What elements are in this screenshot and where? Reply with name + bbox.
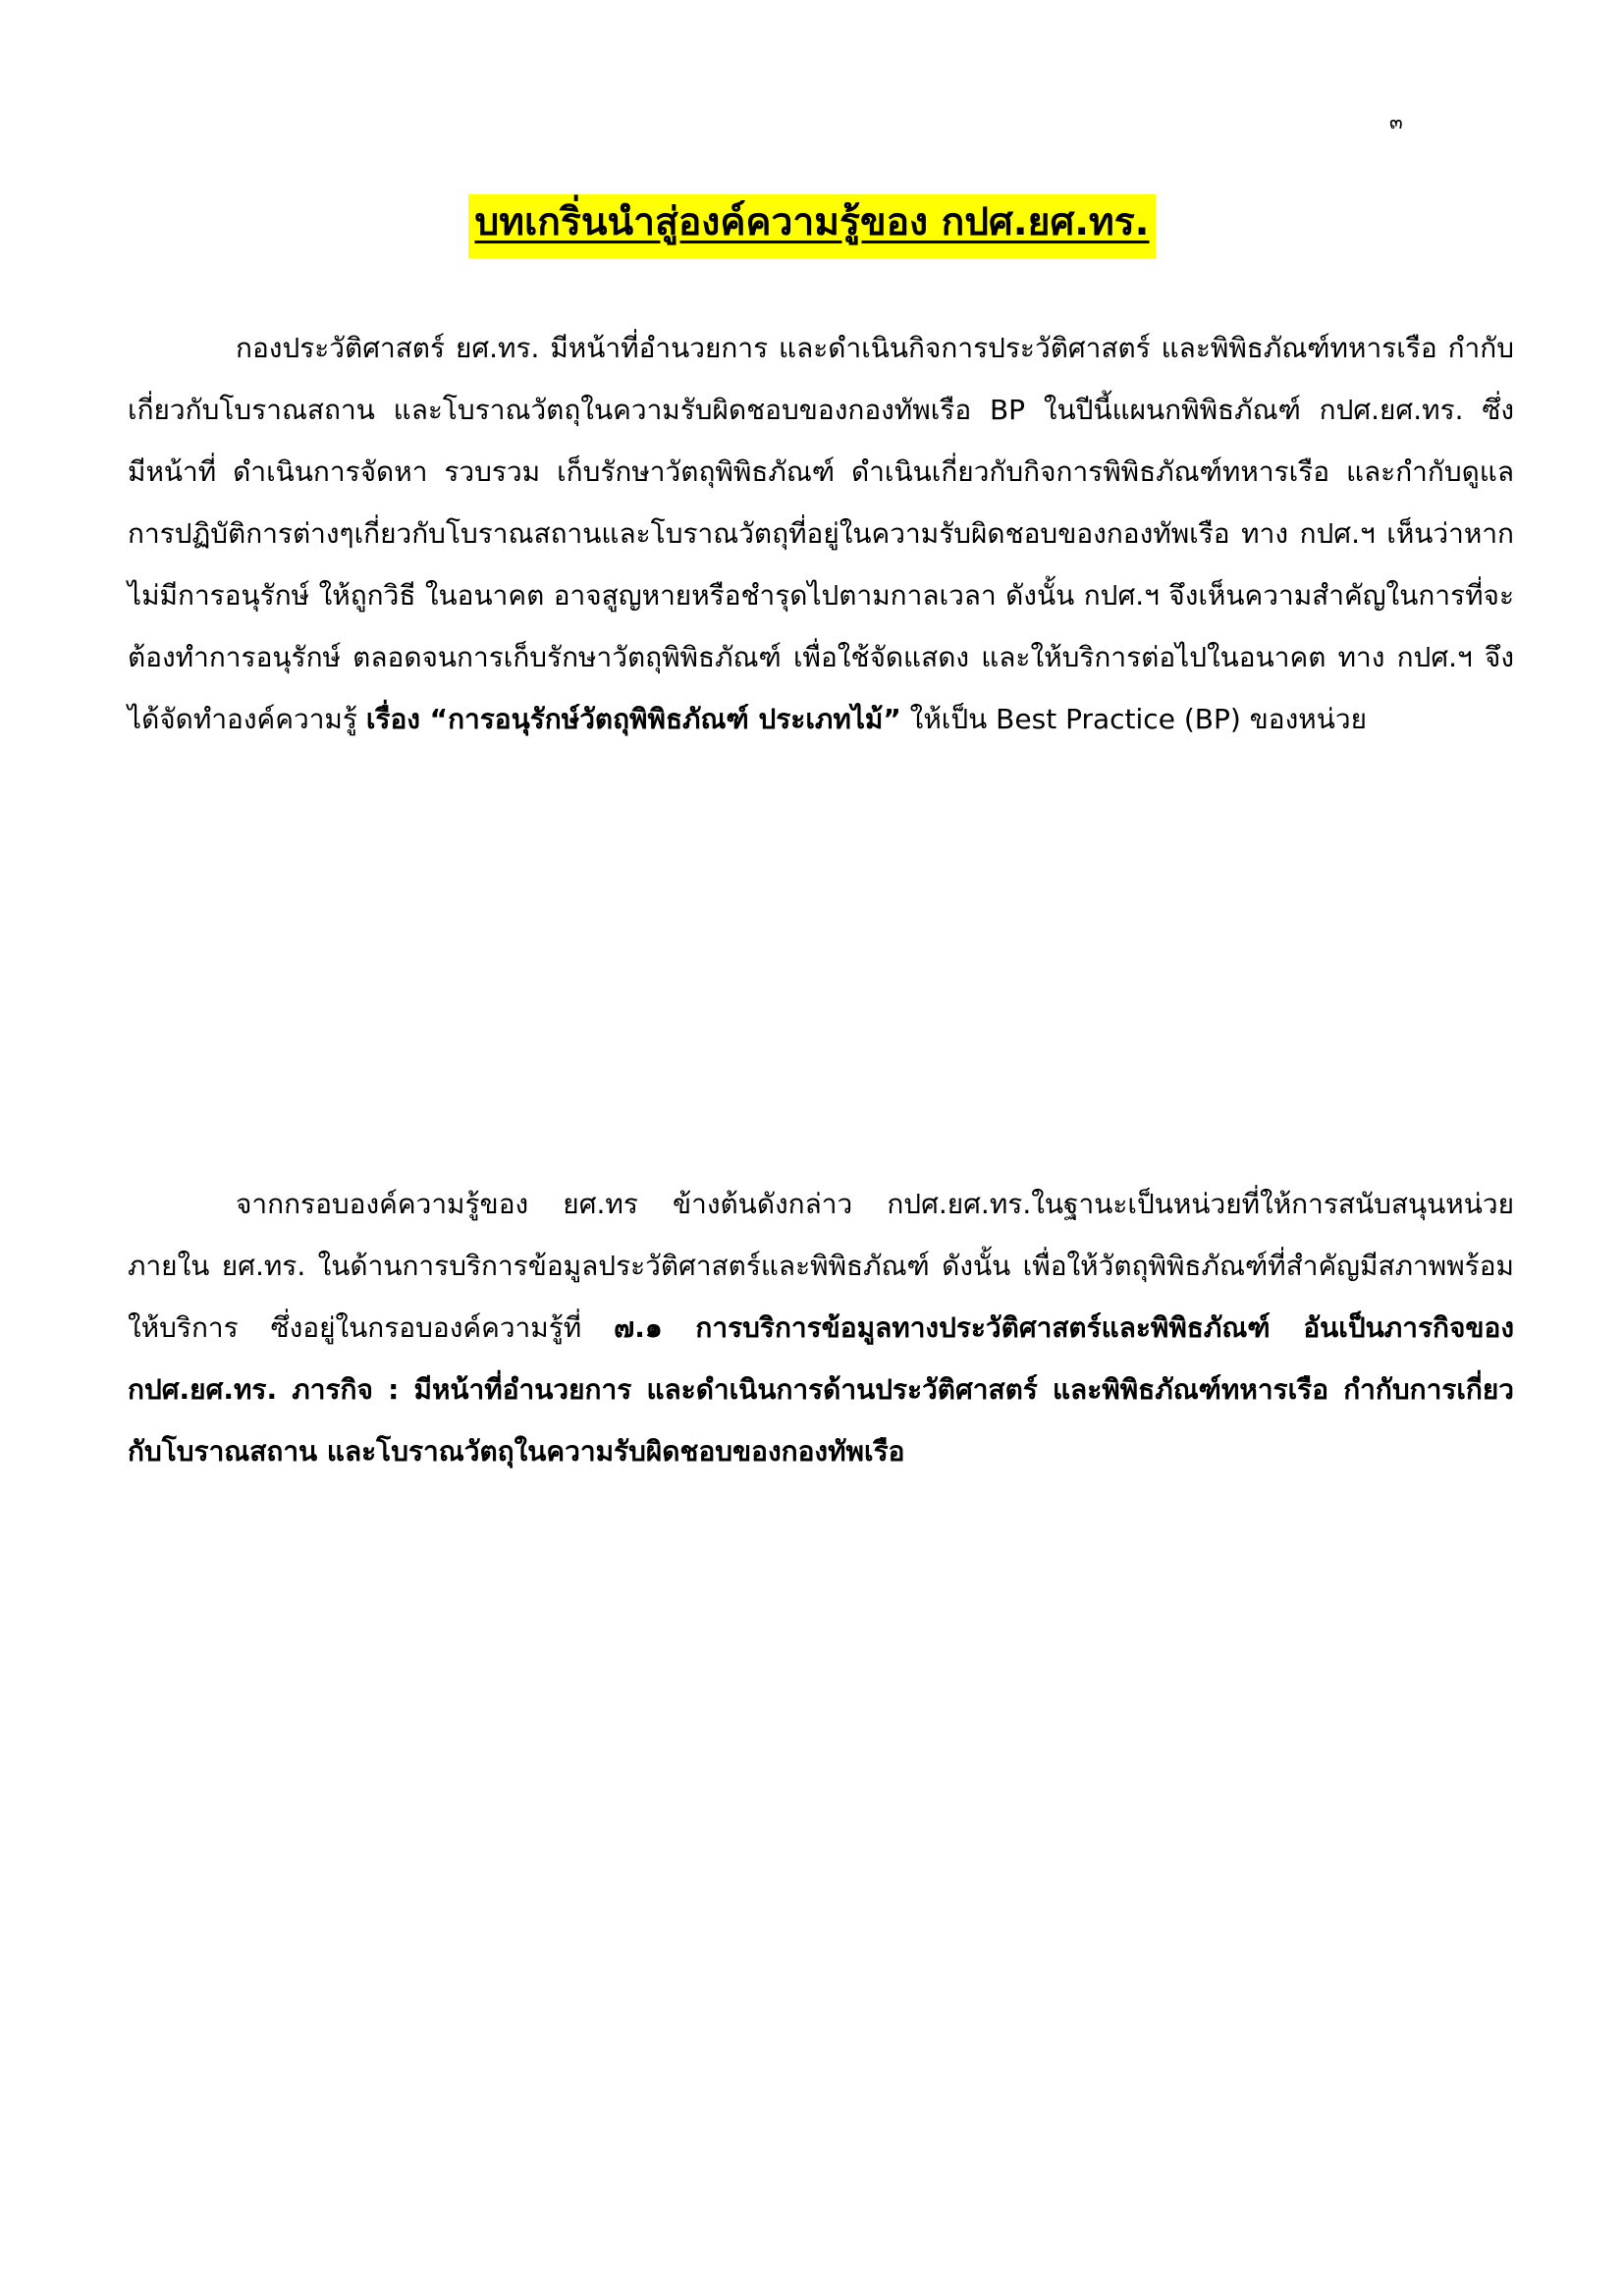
framework-paragraph-text: จากกรอบองค์ความรู้ของ ยศ.ทร ข้างต้นดังกล่าว กปศ.ยศ.ทร.ในฐานะเป็นหน่วยที่ให้การสนับสนุนหน่วยภายใน ยศ.ทร. ในด้านการบริการข้อมูลประวัติศาสตร์และพิพิธภัณฑ์ ดังนั้น เพื่อให้วัตถุพิพิธภัณฑ์ที่สำคัญมีสภาพพร้อมให้บริการ ซึ่งอยู่ในกรอบองค์ความรู้ที่ xyxy=(128,1188,1514,1344)
intro-paragraph-bold-title: เรื่อง “การอนุรักษ์วัตถุพิพิธภัณฑ์ ประเภทไม้” xyxy=(365,703,901,735)
page-number: ๓ xyxy=(1389,110,1403,133)
intro-paragraph xyxy=(128,317,1514,750)
intro-paragraph-end-text: ให้เป็น Best Practice (BP) ของหน่วย xyxy=(900,703,1368,735)
intro-paragraph-text: กองประวัติศาสตร์ ยศ.ทร. มีหน้าที่อำนวยการ และดำเนินกิจการประวัติศาสตร์ และพิพิธภัณฑ์ทหารเรือ กำกับเกี่ยวกับโบราณสถาน และโบราณวัตถุในความรับผิดชอบของกองทัพเรือ BP ในปีนี้แผนกพิพิธภัณฑ์ กปศ.ยศ.ทร. ซึ่งมีหน้าที่ ดำเนินการจัดหา รวบรวม เก็บรักษาวัตถุพิพิธภัณฑ์ ดำเนินเกี่ยวกับกิจการพิพิธภัณฑ์ทหารเรือ และกำกับดูแลการปฏิบัติการต่างๆเกี่ยวกับโบราณสถานและโบราณวัตถุที่อยู่ในความรับผิดชอบของกองทัพเรือ ทาง กปศ.ฯ เห็นว่าหากไม่มีการอนุรักษ์ ให้ถูกวิธี ในอนาคต อาจสูญหายหรือชำรุดไปตามกาลเวลา ดังนั้น กปศ.ฯ จึงเห็นความสำคัญในการที่จะต้องทำการอนุรักษ์ ตลอดจนการเก็บรักษาวัตถุพิพิธภัณฑ์ เพื่อใช้จัดแสดง และให้บริการต่อไปในอนาคต ทาง กปศ.ฯ จึงได้จัดทำองค์ความรู้ xyxy=(128,332,1514,735)
framework-paragraph xyxy=(128,1173,1514,1482)
framework-paragraph-bold-text: ๗.๑ การบริการข้อมูลทางประวัติศาสตร์และพิพิธภัณฑ์ อันเป็นภารกิจของ กปศ.ยศ.ทร. ภารกิจ : มีหน้าที่อำนวยการ และดำเนินการด้านประวัติศาสตร์ และพิพิธภัณฑ์ทหารเรือ กำกับการเกี่ยวกับโบราณสถาน และโบราณวัตถุในความรับผิดชอบของกองทัพเรือ xyxy=(128,1311,1514,1468)
document-title: บทเกริ่นนำสู่องค์ความรู้ของ กปศ.ยศ.ทร. xyxy=(468,194,1155,258)
title-container xyxy=(0,194,1624,258)
